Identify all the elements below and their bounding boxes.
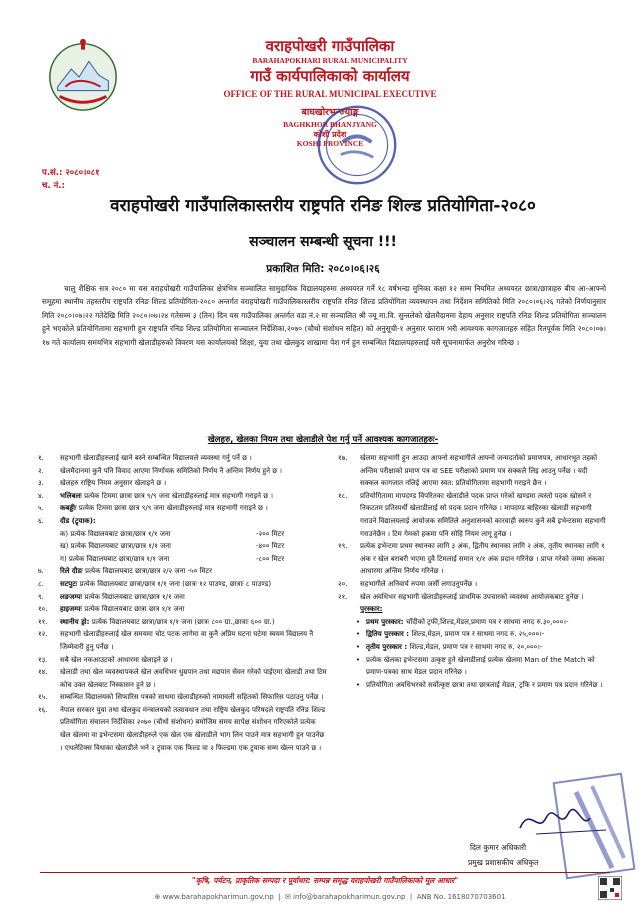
footer-divider [40, 872, 610, 873]
rule-number: २१. [338, 592, 348, 601]
rule-value: -५० मिटर [185, 567, 212, 576]
rule-number: ७. [38, 567, 44, 576]
footer-email[interactable]: info@barahapokharimun.gov.np [293, 893, 406, 901]
track-label: क) प्रत्येक विद्यालयबाट छात्रा/छात्र १/१ जना [60, 529, 171, 538]
prize-text: प्रतियोगिता अवधिभरको सर्वोत्कृष्ट छात्रा तथा छात्रलाई मेडल, ट्रफि र प्रमाण पत्र प्रदान गरिनेछ । [366, 680, 603, 689]
officer-stamp-icon [552, 772, 636, 880]
office-name-en: BARAHAPOKHARI RURAL MUNICIPALITY [252, 56, 408, 65]
rule-label: सटपुटः [60, 579, 80, 588]
rules-left-column [38, 452, 328, 754]
rule-item [38, 578, 328, 591]
rule-text: खेल अवधिभर सहभागी खेलाडीहरुलाई प्राथमिक उपचारको व्यवस्था आयोजकबाट हुनेछ । [360, 592, 584, 601]
bullet-icon: • [355, 630, 360, 639]
bullet-icon: • [355, 642, 360, 651]
rule-text [60, 515, 328, 528]
published-date: प्रकाशित मिति: २०८०।०६।२६ [266, 263, 380, 275]
qr-code-icon [598, 876, 622, 900]
rule-item [38, 628, 328, 653]
rule-number: ६. [38, 516, 44, 525]
bullet-icon: • [355, 617, 360, 626]
track-row [38, 528, 328, 541]
executive-office-en: OFFICE OF THE RURAL MUNICIPAL EXECUTIVE [223, 89, 437, 99]
rule-number: ८. [38, 579, 44, 588]
rule-text: भलिबलः प्रत्येक टिममा छात्रा छात्र ९/९ जना खेलाडीहरुलाई मात्र सहभागी गराइने छ । [60, 491, 274, 500]
prize-item [338, 641, 608, 654]
rule-item [38, 502, 328, 515]
notice-subtitle: सञ्चालन सम्बन्धी सूचना !!! [249, 234, 397, 250]
bullet-icon: • [355, 655, 360, 664]
prizes-heading: पुरस्कार: [360, 605, 383, 614]
rule-text: सबै खेल नकआउटको आधारमा खेलाइने छ । [60, 655, 173, 664]
track-label: ग) प्रत्येक विद्यालयबाट छात्रा/छात्र १/१ जना [60, 554, 170, 563]
rule-text: रिले दौडः प्रत्येक विद्यालयबाट छात्रा/छात्र २/२ जना -५० मिटर [60, 567, 212, 576]
rule-text: सटपुटः प्रत्येक विद्यालयबाट छात्रा/छात्र १/१ जना (छात्रः १२ पाउण्ड, छात्राः ८ पाउण्ड) [60, 579, 272, 588]
rule-item [338, 452, 608, 490]
office-stamp-icon [314, 102, 400, 188]
footer-contacts: ⊕ www.barahapokharimun.gov.np | ✉ info@barahapokharimun.gov.np | ANB No. 1618070703601 [154, 893, 506, 901]
rule-item [338, 490, 608, 540]
rule-item [38, 666, 328, 691]
nepal-emblem-icon [44, 36, 122, 114]
prize-text: तृतीय पुरस्कार : शिल्ड,मेडल, प्रमाण पत्र र साथमा नगद रु. २०,०००।- [366, 642, 543, 651]
rule-number: २. [38, 466, 44, 475]
rule-number: ४. [38, 491, 44, 500]
rule-text: खेलमैदानमा कुनै पनि विवाद आएमा निर्णायक समितिको निर्णय नै अन्तिम निर्णय हुने छ । [60, 466, 282, 475]
rule-number: १८. [338, 491, 348, 500]
rule-item [38, 465, 328, 478]
rule-item [38, 691, 328, 704]
track-distance: -२०० मिटर [256, 529, 285, 538]
rule-number: १७. [338, 454, 348, 462]
track-row [38, 553, 328, 566]
track-label: ख) प्रत्येक विद्यालयबाट छात्रा/छात्र १/१ जना [60, 542, 171, 551]
rule-item [38, 490, 328, 503]
rule-item [338, 578, 608, 591]
prize-text: प्रत्येक खेलका इभेन्टसमा उत्कृष्ट हुने खेलाडीलाई प्रत्येक खेलमा Man of the Match को प्रमाण-पत्रका साथ मेडल प्रदान गरिनेछ । [366, 655, 595, 677]
rules-right-column [338, 452, 608, 691]
rule-item [38, 477, 328, 490]
footer-website[interactable]: www.barahapokharimun.gov.np [162, 893, 274, 901]
prize-label: प्रथम पुरस्कार: [366, 617, 406, 626]
rule-text: खेलहरु राष्ट्रिय नियम अनुसार खेलाइने छ । [60, 479, 167, 488]
rule-text: नेपाल सरकार युवा तथा खेलकुद मन्त्रालयको तत्वावधान तथा राष्ट्रिय खेलकुद परिषदले राष्ट्रपति रनिङ शिल्ड प्रतियोगिता संचालन निर्देशिका २०७० (चौथो संशोधन) बमोजिम समय सापेक्ष संशोधन गरिएकोले प्रत्येक खेल खेलमा वा इभेन्टसमा खेलाडीहरुले एक खेल एक खेलाडीले भाग लिन पाउने मात्र सहभागी हुन पाउनेछ । एथलेटिक्स विधाका खेलाडीले भने २ ट्र्याक एक फिल्ड वा २ फिल्डमा एक ट्र्याक सम्म खेल्न पाउने छ । [60, 705, 326, 752]
prize-item [338, 679, 608, 692]
rule-number: १४. [38, 668, 48, 677]
rule-text: प्रत्येक इभेन्टमा प्रथम स्थानका लागि ३ अंक, द्वितीय स्थानका लागि २ अंक, तृतीय स्थानका लागि १ अंक र खेल बराबरी भएमा दुवै टिमलाई समान १/१ अंक प्रदान गरिनेछ । प्राप्त गरेको जम्मा अंकका आधारमा अन्तिम निर्णय गरिनेछ । [360, 542, 605, 576]
rule-text: सहभागी खेलाडीहरुलाई खाने बस्ने सम्बन्धित विद्यालयले व्यवस्था गर्नु पर्ने छ । [60, 454, 252, 462]
letter-number: प.सं.: २०८०।०८१ [42, 168, 100, 178]
rule-text: सहभागीले अनिवार्य रुपमा जर्सी लगाउनुपर्नेछ । [360, 579, 478, 588]
office-name-np: वराहपोखरी गाउँपालिका [265, 37, 395, 55]
rule-text: सहभागी खेलाडीहरुलाई खेल समयमा चोट पटक लागेमा वा कुनै अप्रिय घटना घटेमा स्वयम विद्यालय नै जिम्मेवारी हुनु पर्नेछ । [60, 630, 314, 651]
rule-item [38, 515, 328, 528]
signatory-name: दिल कुमार अधिकारी [470, 843, 527, 852]
rule-number: ११. [38, 617, 48, 626]
rule-item [38, 603, 328, 616]
notice-title: वराहपोखरी गाउँपालिकास्तरीय राष्ट्रपति रनिङ शिल्ड प्रतियोगिता-२०८० [110, 196, 536, 216]
province-np: कोशी प्रदेश [313, 130, 347, 139]
intro-paragraph: चालु शैक्षिक सत्र २०८० मा यस वराहपोखरी गाउँपालिका क्षेत्रभित्र सञ्चालित सामुदायिक विद्यालयहरुमा अध्ययरत गर्ने १८ वर्षभन्दा मुनिका कक्षा १२ सम्म नियमित अध्ययरत छात्रा/छात्राहरु बीच आ-आफ्नो समूहमा स्थानीय तहस्तरीय राष्ट्रपति रनिङ शिल्ड प्रतियोगिता-२०८० अन्तर्गत वराहपोखरी गाउँपालिकास्तरीय राष्ट्रपति रनिङ शिल्ड प्रतियोगिता व्यवस्थापन तथा निर्देशन समितिको मिति २०८०।०६।२६ गतेको निर्णयानुसार मिति २०८०।०७।२२ गतेदेखि मिति २०८०।०७।२४ गतेसम्म ३ (तिन) दिन यस गाउँपालिका अन्तर्गत वडा नं.२ मा सञ्चालित श्री ज्यू मा.वि. सुन्तलेको खेलमैदानमा देहाय अनुसार राष्ट्रपति रनिङ शिल्ड प्रतियोगिता सञ्चालन हुने भएकोले प्रतियोगितामा सहभागी हुन राष्ट्रपति रनिङ शिल्ड प्रतियोगिता सञ्चालन निर्देशिका,२०७० (चौथो संशोधन सहित) को अनुसूची-१ अनुसार फाराम भरी आवश्यक कागजातहरु सहित रितपूर्वक मिति २०८०।०७।१७ गते कार्यालय समयभित्र सहभागी खेलाडीहरुको विवरण यस कार्यालयको शिक्षा, युवा तथा खेलकुद शाखामा पेश गर्न हुन सम्बन्धित विद्यालयहरुलाई यसै सूचनामार्फत अनुरोध गरिन्छ । [42, 284, 607, 347]
place-en: BAGHKHOR BHANJYANG [283, 120, 377, 129]
prize-item [338, 616, 608, 629]
bullet-icon: • [355, 680, 360, 689]
prize-label: द्वितिय पुरस्कार : [366, 630, 412, 639]
rule-item [38, 704, 328, 754]
rule-label: स्थानीय ड्रो: [60, 617, 92, 626]
rule-number: १३. [38, 655, 48, 664]
dispatch-number: च. नं.: [42, 181, 65, 191]
rule-text: स्थानीय ड्रो: प्रत्येक विद्यालयबाट छात्रा/छात्र १/१ जना (छात्रः ८०० ग्रा.,छात्राः ६०० ग्रा.) [60, 617, 275, 626]
prize-item [338, 628, 608, 641]
rule-label: हाइजम्पः [60, 605, 85, 614]
rule-number: १. [38, 454, 44, 462]
track-distance: -८०० मिटर [256, 554, 285, 563]
rule-item [38, 616, 328, 629]
rule-item [38, 565, 328, 578]
rule-number: १५. [38, 693, 48, 702]
rule-label: रिले दौडः [60, 567, 85, 576]
province-en: KOSHI PROVINCE [296, 139, 364, 148]
rule-number: ३. [38, 479, 44, 488]
rule-text: खेलाडी तथा खेल व्यवस्थापकले खेल अवधिभर धुम्रपान तथा मद्यपान सेवन गरेको पाईएमा खेलाडी तथा टिम कोच उक्त खेलबाट निस्कासन हुने छ । [60, 668, 327, 689]
rule-number: ५. [38, 504, 44, 513]
rule-number: १९. [338, 542, 348, 551]
footer-slogan: "कृषि, पर्यटन, प्राकृतिक सम्पदा र पूर्वाधार: सम्पन्न समृद्ध वराहपोखरी गाउँपालिकाको मूल आधार" [191, 876, 459, 885]
rule-number: २०. [338, 579, 348, 588]
rule-item [338, 540, 608, 578]
rule-label: दौड (ट्र्याक): [60, 516, 96, 525]
signatory-title: प्रमुख प्रशासकीय अधिकृत [468, 858, 539, 867]
executive-office-np: गाउँ कार्यपालिकाको कार्यालय [250, 67, 410, 85]
prize-text: द्वितिय पुरस्कार : शिल्ड,मेडल, प्रमाण पत्र र साथमा नगद रु. २५,०००।- [366, 630, 545, 639]
rule-text: हाइजम्पः प्रत्येक विद्यालयबाट छात्रा छात्र १/१ जना [60, 605, 185, 614]
rule-text: कबड्डीः प्रत्येक टिममा छात्रा छात्र ९/९ जना खेलाडीहरुलाई मात्र सहभागी गराइने छ । [60, 504, 268, 513]
rule-number: १०. [38, 605, 48, 614]
rule-number: १२. [38, 630, 48, 639]
rule-text: प्रतियोगितामा मापदण्ड विपरितका खेलाडीले पदक प्राप्त गरेको खण्डमा त्यस्तो पदक खोसने र निकटतम प्रतिस्पर्धी खेलाडीलाई सो पदक प्रदान गरिनेछ । मापदण्ड बाहिरका खेलाडी सहभागी गराउने विद्यालयलाई आयोजक समितिले अनुशासनको कारवाही स्वरुप कुनै सबै इभेन्टसमा सहभागी गराउनेछैन । टिम गेमको हकमा पनि सोहि नियम लागू हुनेछ । [360, 491, 606, 538]
rule-item [38, 591, 328, 604]
place-np: बाघखोरभन्ज्याङ्ग [301, 107, 359, 118]
rule-item [338, 591, 608, 604]
rules-heading: खेलहरु, खेलका नियम तथा खेलाडीले पेश गर्नु पर्ने आवश्यक कागजातहरुः- [207, 435, 439, 445]
track-row [38, 540, 328, 553]
prize-label: तृतीय पुरस्कार : [366, 642, 410, 651]
email-icon: ✉ [284, 893, 291, 901]
prize-text: प्रथम पुरस्कार: चाँदीको ट्रफी,शिल्ड,मेडल,प्रमाण पत्र र साथमा नगद रु.३०,०००।- [366, 617, 569, 626]
track-distance: -४०० मिटर [256, 542, 285, 551]
rule-item [38, 654, 328, 667]
rule-text: सम्बन्धित विद्यालयको सिफारिस पत्रको साथमा खेलाडीहरुको नामावली सहितको सिफारिस पठाउनु पर्नेछ । [60, 693, 324, 702]
globe-icon: ⊕ [154, 893, 161, 901]
rule-label: कबड्डीः [60, 504, 79, 513]
rule-text: खेलमा सहभागी हुन आउदा आफ्नो सहभागीले आफ्नो जन्मदर्ताको प्रमाणपत्र, आधारभूत तहको अन्तिम परीक्षाको प्रमाण पत्र वा SEE परीक्षाको प्रमाण पत्र सक्कलै लिइ आउनु पर्नेछ । यदी सक्कल कागजात नलिई आएमा स्वत: प्रतियोगितामा सहभागी गराइने छैन । [360, 454, 598, 488]
rule-label: लङजम्पः [60, 592, 85, 601]
prize-item [338, 654, 608, 679]
rule-number: १६. [38, 705, 48, 714]
rule-number: ९. [38, 592, 44, 601]
rule-text: लङजम्पः प्रत्येक विद्यालयबाट छात्रा/छात्र १/१ जना [60, 592, 185, 601]
rule-item [38, 452, 328, 465]
rule-label: भलिबलः [60, 491, 85, 500]
footer-anb: ANB No. 1618070703601 [416, 893, 506, 901]
